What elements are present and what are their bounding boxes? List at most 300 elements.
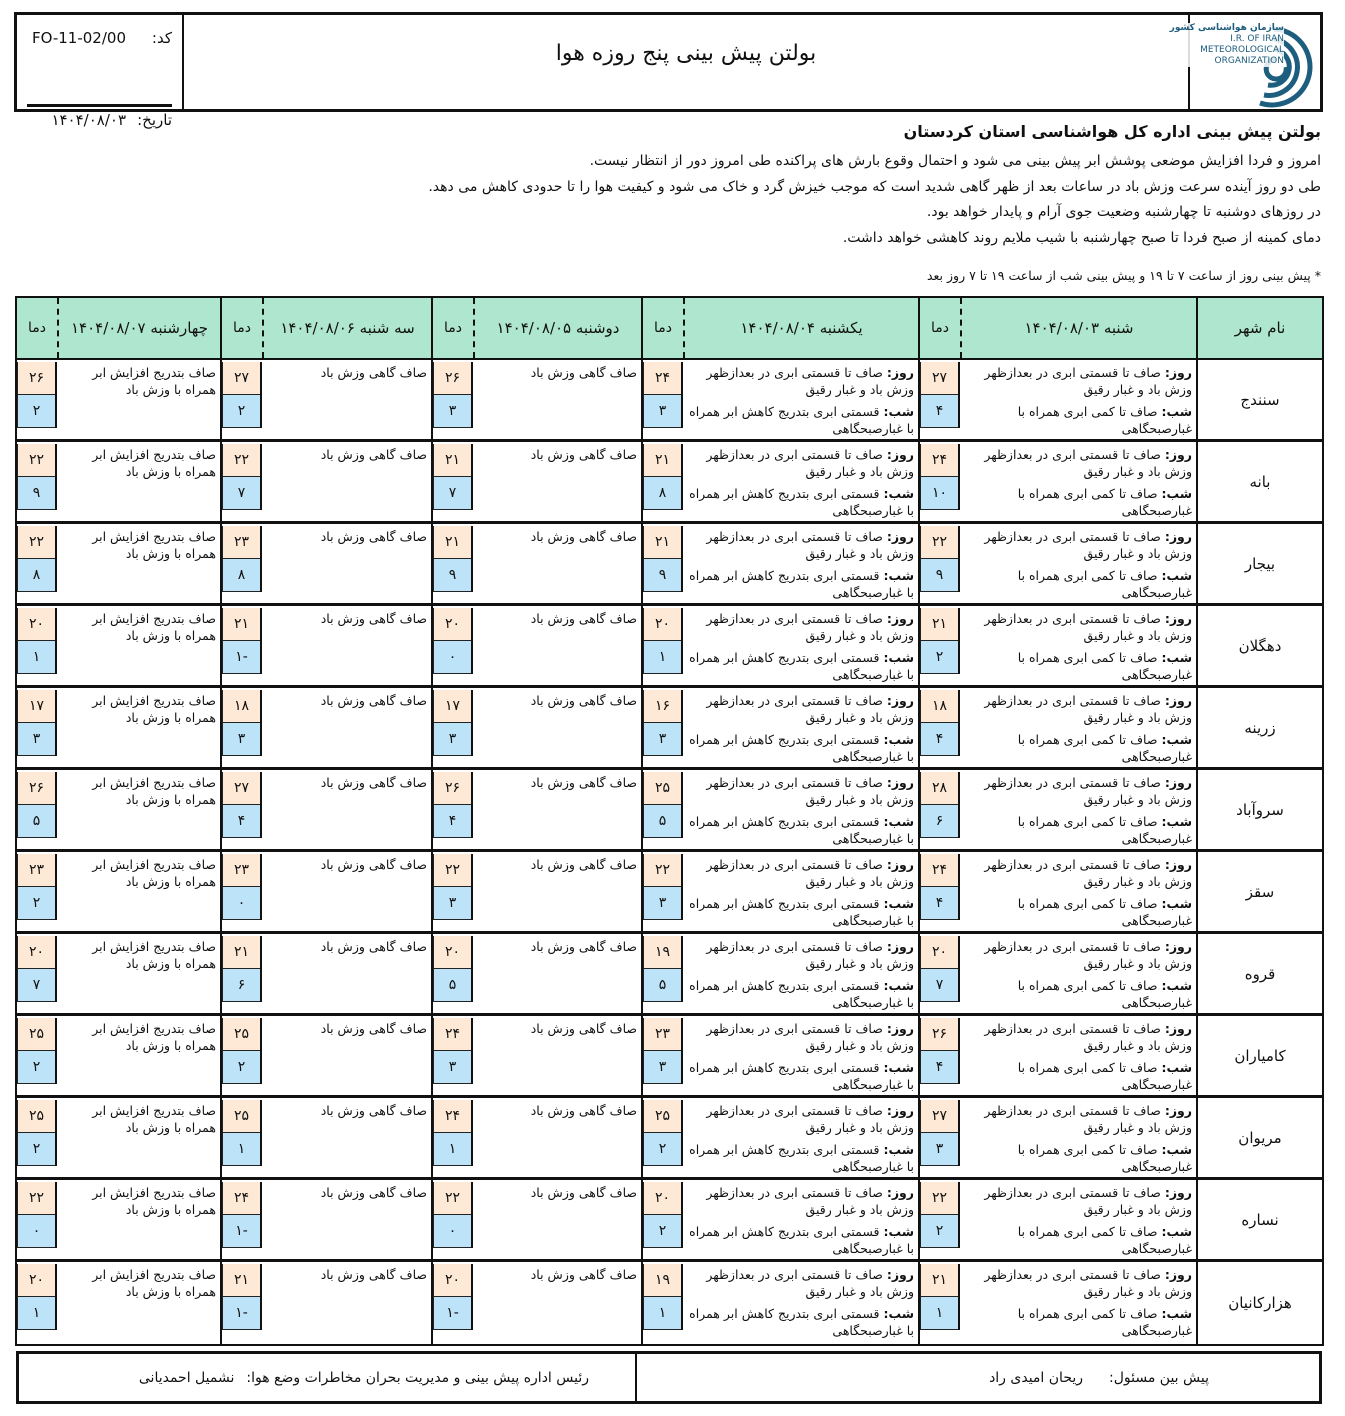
date-value: ۱۴۰۴/۰۸/۰۳ [51,111,126,129]
night-label: شب: [1161,486,1192,501]
temperature-pair [920,1098,960,1177]
forecast-cell [918,606,1196,685]
forecast-cell [431,524,641,603]
weather-description [683,442,918,521]
weather-description [683,524,918,603]
day-forecast [687,775,914,808]
night-label: شب: [1161,404,1192,419]
max-temperature: ۲۴ [920,854,958,887]
forecast-cell [431,770,641,849]
day-text: صاف تا قسمتی ابری در بعدازظهر وزش باد و غبار رقیق [984,1267,1192,1299]
city-name: سقز [1196,852,1322,931]
day-name-header: چهارشنبه ۱۴۰۴/۰۸/۰۷ [57,298,220,358]
temperature-pair [17,1262,57,1344]
weather-description [57,770,220,849]
forecaster-label: پیش بین مسئول: [1109,1369,1209,1386]
max-temperature: ۲۰ [17,1264,55,1297]
day-forecast [964,447,1192,480]
city-name: نساره [1196,1180,1322,1259]
weather-description [57,852,220,931]
max-temperature: ۲۷ [920,362,958,395]
temperature-pair [222,770,262,849]
weather-description [57,360,220,439]
night-label: شب: [1161,1060,1192,1075]
day-forecast [964,1021,1192,1054]
min-temperature: ۴ [920,887,958,920]
weather-description [57,1180,220,1259]
forecast-text: صاف گاهی وزش باد [320,529,427,544]
min-temperature: ۲ [643,1133,681,1166]
temperature-pair [433,524,473,603]
weather-description [57,688,220,767]
day-label: روز: [886,693,914,708]
forecast-cell [431,934,641,1013]
day-label: روز: [1164,693,1192,708]
temperature-pair [17,360,57,439]
day-label: روز: [886,1185,914,1200]
min-temperature: ۱ [643,1297,681,1330]
forecast-cell [220,1098,431,1177]
forecast-cell [641,688,918,767]
temperature-pair [17,852,57,931]
day-text: صاف تا قسمتی ابری در بعدازظهر وزش باد و غبار رقیق [984,775,1192,807]
weather-description [473,770,641,849]
night-text: صاف تا کمی ابری همراه با غبارصبحگاهی [1017,978,1192,1010]
temperature-pair [222,688,262,767]
weather-description [960,770,1196,849]
min-temperature: ۴ [920,395,958,428]
min-temperature: ۰ [17,1215,55,1248]
night-text: صاف تا کمی ابری همراه با غبارصبحگاهی [1017,1060,1192,1092]
forecast-cell [220,442,431,521]
day-text: صاف تا قسمتی ابری در بعدازظهر وزش باد و غبار رقیق [706,693,914,725]
temperature-pair [433,770,473,849]
day-column-header [641,298,918,358]
document-title: بولتن پیش بینی پنج روزه هوا [555,40,817,66]
forecast-text: صاف گاهی وزش باد [320,693,427,708]
table-row [17,606,1322,688]
forecast-cell [17,934,220,1013]
weather-description [262,688,431,767]
forecast-text: صاف گاهی وزش باد [320,611,427,626]
day-label: روز: [1164,775,1192,790]
night-forecast [964,568,1192,601]
min-temperature: ۳ [433,1051,471,1084]
day-column-header [220,298,431,358]
night-text: صاف تا کمی ابری همراه با غبارصبحگاهی [1017,1306,1192,1338]
max-temperature: ۲۰ [433,1264,471,1297]
max-temperature: ۲۳ [222,526,260,559]
max-temperature: ۱۸ [920,690,958,723]
max-temperature: ۲۱ [433,444,471,477]
night-forecast [687,650,914,683]
min-temperature: ۴ [920,723,958,756]
forecast-cell [431,852,641,931]
night-forecast [687,732,914,765]
weather-description [57,1262,220,1344]
forecast-text: صاف بتدریج افزایش ابر همراه با وزش باد [92,1021,216,1053]
forecast-text: صاف بتدریج افزایش ابر همراه با وزش باد [92,939,216,971]
night-text: صاف تا کمی ابری همراه با غبارصبحگاهی [1017,650,1192,682]
forecast-cell [641,852,918,931]
temperature-pair [920,770,960,849]
weather-description [960,524,1196,603]
max-temperature: ۲۲ [920,1182,958,1215]
intro-paragraph: در روزهای دوشنبه تا چهارشنبه وضعیت جوی آرام و پایدار خواهد بود. [926,204,1321,220]
temperature-pair [643,1016,683,1095]
night-label: شب: [883,1060,914,1075]
forecast-cell [17,360,220,439]
day-forecast [687,939,914,972]
min-temperature: ۱ [643,641,681,674]
night-forecast [964,814,1192,847]
day-name-header: شنبه ۱۴۰۴/۰۸/۰۳ [960,298,1196,358]
temperature-pair [920,688,960,767]
night-forecast [687,486,914,519]
forecast-text: صاف بتدریج افزایش ابر همراه با وزش باد [92,857,216,889]
max-temperature: ۲۲ [17,526,55,559]
day-text: صاف تا قسمتی ابری در بعدازظهر وزش باد و غبار رقیق [984,939,1192,971]
forecast-cell [220,934,431,1013]
weather-description [473,442,641,521]
forecast-text: صاف بتدریج افزایش ابر همراه با وزش باد [92,365,216,397]
day-forecast [964,1103,1192,1136]
min-temperature: ۲ [17,1051,55,1084]
forecast-text: صاف بتدریج افزایش ابر همراه با وزش باد [92,611,216,643]
day-name-header: سه شنبه ۱۴۰۴/۰۸/۰۶ [262,298,431,358]
forecast-cell [918,1016,1196,1095]
temperature-pair [17,688,57,767]
max-temperature: ۲۲ [433,854,471,887]
forecast-cell [220,688,431,767]
weather-description [960,1180,1196,1259]
max-temperature: ۲۰ [433,608,471,641]
min-temperature: -۱ [222,1215,260,1248]
forecast-cell [220,360,431,439]
min-temperature: ۰ [433,1215,471,1248]
temperature-pair [433,1016,473,1095]
temperature-pair [643,360,683,439]
table-row [17,770,1322,852]
max-temperature: ۲۱ [222,936,260,969]
forecast-cell [431,360,641,439]
day-text: صاف تا قسمتی ابری در بعدازظهر وزش باد و غبار رقیق [706,611,914,643]
weather-description [262,1262,431,1344]
temperature-pair [222,1016,262,1095]
weather-description [683,1016,918,1095]
day-label: روز: [1164,1021,1192,1036]
day-label: روز: [1164,529,1192,544]
min-temperature: ۴ [433,805,471,838]
min-temperature: ۲ [222,395,260,428]
night-text: قسمتی ابری بتدریج کاهش ابر همراه با غبارصبحگاهی [689,1306,914,1338]
night-forecast [687,1224,914,1257]
min-temperature: ۷ [222,477,260,510]
temperature-pair [643,770,683,849]
forecast-text: صاف بتدریج افزایش ابر همراه با وزش باد [92,1185,216,1217]
temp-column-header: دما [654,320,672,336]
night-forecast [687,404,914,437]
max-temperature: ۲۶ [17,772,55,805]
max-temperature: ۲۴ [643,362,681,395]
head-label: رئیس اداره پیش بینی و مدیریت بحران مخاطرات وضع هوا: [246,1369,589,1386]
day-text: صاف تا قسمتی ابری در بعدازظهر وزش باد و غبار رقیق [984,1103,1192,1135]
code-row [27,25,172,107]
day-label: روز: [1164,447,1192,462]
organization-logo [1169,15,1320,109]
day-forecast [687,1103,914,1136]
weather-description [960,934,1196,1013]
night-label: شب: [883,568,914,583]
min-temperature: ۹ [920,559,958,592]
min-temperature: ۲ [920,641,958,674]
forecast-text: صاف بتدریج افزایش ابر همراه با وزش باد [92,1103,216,1135]
max-temperature: ۲۱ [222,1264,260,1297]
max-temperature: ۲۴ [222,1182,260,1215]
temperature-pair [433,934,473,1013]
min-temperature: ۲ [222,1051,260,1084]
intro-paragraph: طی دو روز آینده سرعت وزش باد در ساعات بعد از ظهر گاهی شدید است که موجب خیزش گرد و خاک می شود و کیفیت هوا را تا حدودی کاهش می دهد. [428,178,1321,195]
night-label: شب: [883,1142,914,1157]
max-temperature: ۲۸ [920,772,958,805]
logo-text-organization: ORGANIZATION [1214,56,1284,66]
min-temperature: ۲ [17,887,55,920]
weather-description [683,606,918,685]
temperature-pair [643,524,683,603]
min-temperature: ۳ [643,1051,681,1084]
forecast-text: صاف گاهی وزش باد [320,365,427,380]
forecast-cell [220,606,431,685]
day-forecast [964,939,1192,972]
max-temperature: ۲۷ [920,1100,958,1133]
min-temperature: ۲ [920,1215,958,1248]
weather-description [473,1098,641,1177]
day-forecast [687,447,914,480]
intro-section [321,122,1321,251]
forecast-cell [641,606,918,685]
day-text: صاف تا قسمتی ابری در بعدازظهر وزش باد و غبار رقیق [706,1267,914,1299]
forecast-cell [641,1180,918,1259]
forecast-text: صاف گاهی وزش باد [530,529,637,544]
table-row [17,934,1322,1016]
min-temperature: ۶ [920,805,958,838]
night-text: صاف تا کمی ابری همراه با غبارصبحگاهی [1017,896,1192,928]
day-forecast [964,1267,1192,1300]
forecast-cell [17,1262,220,1344]
day-column-header [918,298,1196,358]
night-text: قسمتی ابری بتدریج کاهش ابر همراه با غبارصبحگاهی [689,732,914,764]
forecast-text: صاف بتدریج افزایش ابر همراه با وزش باد [92,693,216,725]
day-forecast [687,1021,914,1054]
day-forecast [964,529,1192,562]
table-row [17,1262,1322,1344]
temperature-pair [643,442,683,521]
day-label: روز: [1164,1185,1192,1200]
temperature-pair [222,852,262,931]
max-temperature: ۲۶ [920,1018,958,1051]
forecast-cell [641,934,918,1013]
temperature-pair [222,442,262,521]
forecast-cell [17,442,220,521]
forecast-text: صاف گاهی وزش باد [320,775,427,790]
forecast-text: صاف گاهی وزش باد [530,1021,637,1036]
day-text: صاف تا قسمتی ابری در بعدازظهر وزش باد و غبار رقیق [984,693,1192,725]
max-temperature: ۲۴ [920,444,958,477]
temperature-pair [222,1098,262,1177]
forecast-cell [431,442,641,521]
temperature-pair [433,852,473,931]
min-temperature: ۶ [222,969,260,1002]
night-forecast [964,732,1192,765]
forecast-text: صاف گاهی وزش باد [320,1185,427,1200]
weather-description [683,688,918,767]
table-row [17,442,1322,524]
min-temperature: ۷ [17,969,55,1002]
day-forecast [687,1185,914,1218]
min-temperature: ۳ [643,395,681,428]
forecast-cell [641,360,918,439]
forecast-text: صاف بتدریج افزایش ابر همراه با وزش باد [92,529,216,561]
forecast-text: صاف گاهی وزش باد [530,939,637,954]
temperature-pair [643,934,683,1013]
day-name-header: یکشنبه ۱۴۰۴/۰۸/۰۴ [683,298,918,358]
day-text: صاف تا قسمتی ابری در بعدازظهر وزش باد و غبار رقیق [706,1021,914,1053]
night-label: شب: [883,732,914,747]
max-temperature: ۲۴ [433,1018,471,1051]
max-temperature: ۱۹ [643,1264,681,1297]
temperature-pair [920,1180,960,1259]
table-header-row [17,298,1322,360]
forecast-cell [220,524,431,603]
temperature-pair [17,1016,57,1095]
weather-description [262,1016,431,1095]
night-forecast [964,404,1192,437]
max-temperature: ۲۳ [222,854,260,887]
day-label: روز: [886,775,914,790]
temperature-pair [17,1098,57,1177]
night-label: شب: [1161,814,1192,829]
min-temperature: ۲ [17,1133,55,1166]
min-temperature: ۸ [17,559,55,592]
day-text: صاف تا قسمتی ابری در بعدازظهر وزش باد و غبار رقیق [706,775,914,807]
max-temperature: ۲۱ [920,608,958,641]
temperature-pair [643,606,683,685]
forecast-cell [918,524,1196,603]
day-text: صاف تا قسمتی ابری در بعدازظهر وزش باد و غبار رقیق [706,857,914,889]
max-temperature: ۲۵ [222,1018,260,1051]
day-label: روز: [1164,857,1192,872]
temperature-pair [920,606,960,685]
forecast-cell [641,1262,918,1344]
temperature-pair [433,1180,473,1259]
night-label: شب: [883,404,914,419]
night-text: قسمتی ابری بتدریج کاهش ابر همراه با غبارصبحگاهی [689,814,914,846]
day-label: روز: [886,447,914,462]
max-temperature: ۲۰ [920,936,958,969]
weather-description [262,770,431,849]
max-temperature: ۲۷ [222,362,260,395]
forecast-cell [641,524,918,603]
weather-description [57,524,220,603]
night-label: شب: [1161,732,1192,747]
day-label: روز: [886,1267,914,1282]
logo-text-block [1170,23,1284,67]
intro-paragraph: امروز و فردا افزایش موضعی پوشش ابر پیش بینی می شود و احتمال وقوع بارش های پراکنده طی امروز دور از انتظار نیست. [589,153,1321,169]
night-forecast [687,1306,914,1339]
city-name: سروآباد [1196,770,1322,849]
city-name: بیجار [1196,524,1322,603]
max-temperature: ۲۵ [222,1100,260,1133]
temperature-pair [17,770,57,849]
day-forecast [687,693,914,726]
weather-description [262,606,431,685]
weather-description [57,1016,220,1095]
document-meta [17,15,184,129]
day-text: صاف تا قسمتی ابری در بعدازظهر وزش باد و غبار رقیق [984,365,1192,397]
weather-description [683,934,918,1013]
weather-description [683,852,918,931]
night-label: شب: [883,1306,914,1321]
temp-column-header: دما [233,320,251,336]
weather-description [683,1262,918,1344]
max-temperature: ۲۱ [920,1264,958,1297]
weather-description [57,606,220,685]
min-temperature: ۳ [433,723,471,756]
max-temperature: ۲۱ [222,608,260,641]
temperature-pair [920,442,960,521]
min-temperature: ۲ [17,395,55,428]
night-forecast [964,1060,1192,1093]
night-label: شب: [883,896,914,911]
city-name: بانه [1196,442,1322,521]
city-name: زرینه [1196,688,1322,767]
weather-description [960,1016,1196,1095]
forecast-cell [918,442,1196,521]
day-forecast [964,775,1192,808]
day-label: روز: [1164,1103,1192,1118]
temperature-pair [920,524,960,603]
code-label: کد: [151,29,172,47]
max-temperature: ۲۶ [433,362,471,395]
date-label: تاریخ: [137,111,172,129]
weather-description [960,606,1196,685]
table-row [17,1098,1322,1180]
forecast-text: صاف بتدریج افزایش ابر همراه با وزش باد [92,1267,216,1299]
night-forecast [687,814,914,847]
min-temperature: ۰ [222,887,260,920]
night-forecast [964,978,1192,1011]
weather-description [960,688,1196,767]
forecast-text: صاف گاهی وزش باد [320,447,427,462]
table-row [17,852,1322,934]
weather-description [57,442,220,521]
min-temperature: ۱ [433,1133,471,1166]
table-row [17,1016,1322,1098]
max-temperature: ۲۰ [17,608,55,641]
forecast-cell [220,1180,431,1259]
night-forecast [687,978,914,1011]
night-label: شب: [1161,568,1192,583]
max-temperature: ۲۱ [433,526,471,559]
temperature-pair [643,1180,683,1259]
day-label: روز: [886,365,914,380]
forecast-cell [918,770,1196,849]
forecast-cell [220,770,431,849]
intro-paragraph: دمای کمینه از صبح فردا تا صبح چهارشنبه با شیب ملایم روند کاهشی خواهد داشت. [842,229,1321,246]
day-forecast [687,529,914,562]
temperature-pair [433,360,473,439]
night-text: قسمتی ابری بتدریج کاهش ابر همراه با غبارصبحگاهی [689,1224,914,1256]
